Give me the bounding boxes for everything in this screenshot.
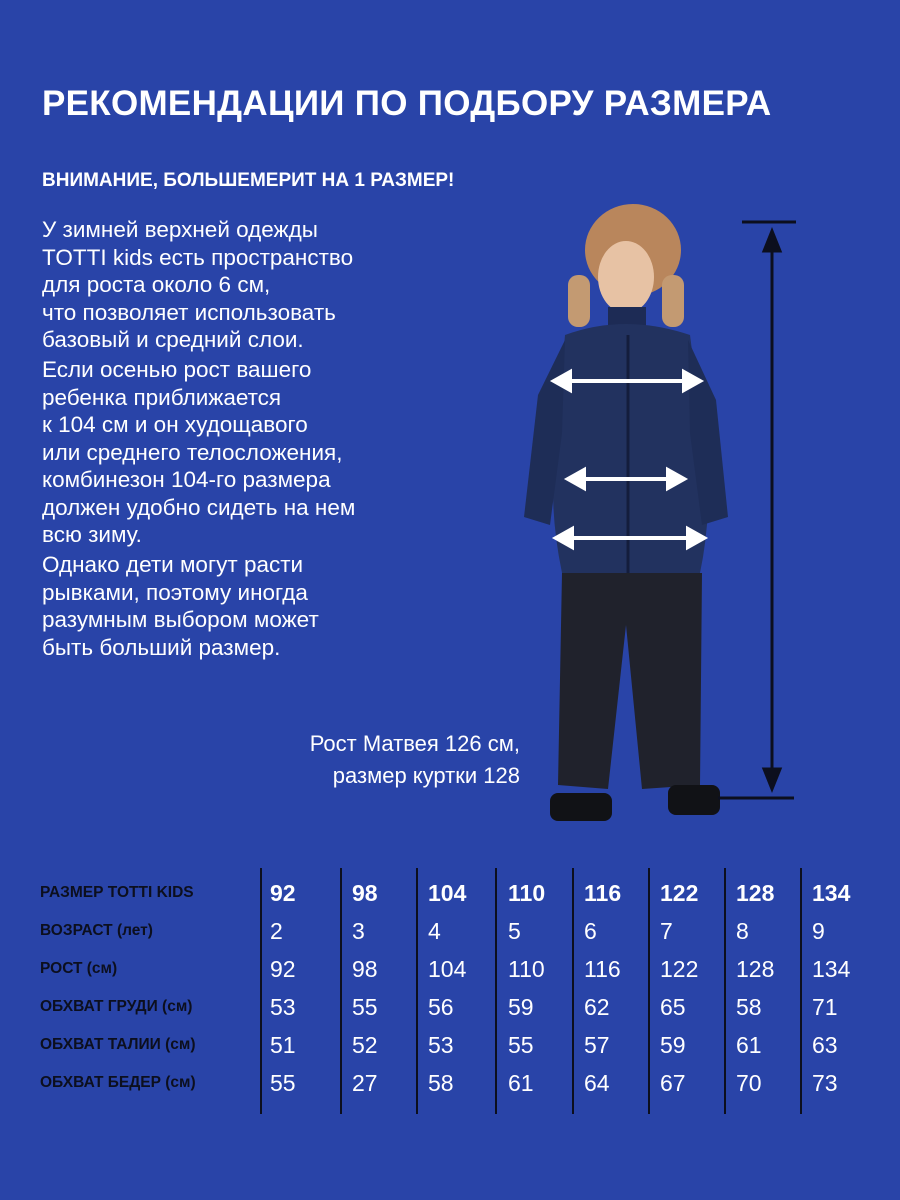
table-cell: 62 [584, 994, 610, 1020]
table-cell: 59 [660, 1032, 686, 1058]
table-cell: 57 [584, 1032, 610, 1058]
size-header-cell: 110 [508, 880, 546, 906]
table-cell: 59 [508, 994, 534, 1020]
paragraph-growth-space: У зимней верхней одежды TOTTI kids есть пространство для роста около 6 см, что позволяет использовать базовый и средний слои. [42, 217, 354, 352]
table-row-label: ОБХВАТ БЕДЕР (см) [40, 1074, 196, 1091]
jacket [553, 324, 708, 573]
boot-left [550, 793, 612, 821]
table-cell: 55 [270, 1070, 296, 1096]
table-row-label: ВОЗРАСТ (лет) [40, 922, 153, 939]
column-divider [340, 868, 342, 1114]
paragraph-autumn-height: Если осенью рост вашего ребенка приближается к 104 см и он худощавого или среднего телосложения, комбинезон 104-го размера должен удобно сидеть на нем всю зиму. [42, 357, 356, 547]
column-divider [572, 868, 574, 1114]
face [598, 241, 654, 313]
table-cell: 61 [736, 1032, 762, 1058]
table-cell: 4 [428, 918, 441, 944]
table-cell: 98 [352, 956, 378, 982]
size-header-cell: 92 [270, 880, 296, 906]
table-cell: 71 [812, 994, 838, 1020]
column-divider [724, 868, 726, 1114]
column-divider [648, 868, 650, 1114]
table-cell: 6 [584, 918, 597, 944]
hat-earflap-right [662, 275, 684, 327]
table-cell: 53 [270, 994, 296, 1020]
size-header-cell: 122 [660, 880, 699, 906]
column-divider [260, 868, 262, 1114]
table-cell: 56 [428, 994, 454, 1020]
table-row-label: РОСТ (см) [40, 960, 118, 977]
column-divider [495, 868, 497, 1114]
table-row-label: РАЗМЕР TOTTI KIDS [40, 884, 194, 901]
size-chart-table [0, 868, 900, 1118]
table-row-label: ОБХВАТ ГРУДИ (см) [40, 998, 193, 1015]
size-header-cell: 128 [736, 880, 775, 906]
model-caption: Рост Матвея 126 см, размер куртки 128 [309, 731, 520, 788]
table-cell: 116 [584, 956, 621, 982]
table-cell: 53 [428, 1032, 454, 1058]
table-cell: 67 [660, 1070, 686, 1096]
table-cell: 58 [736, 994, 762, 1020]
size-header-cell: 116 [584, 880, 622, 906]
table-row-label: ОБХВАТ ТАЛИИ (см) [40, 1036, 196, 1053]
table-cell: 134 [812, 956, 851, 982]
table-cell: 70 [736, 1070, 762, 1096]
table-cell: 63 [812, 1032, 838, 1058]
size-header-cell: 104 [428, 880, 467, 906]
table-cell: 5 [508, 918, 521, 944]
size-warning: ВНИМАНИЕ, БОЛЬШЕМЕРИТ НА 1 РАЗМЕР! [42, 170, 455, 191]
table-cell: 55 [508, 1032, 534, 1058]
table-cell: 65 [660, 994, 686, 1020]
table-cell: 2 [270, 918, 283, 944]
table-cell: 7 [660, 918, 673, 944]
table-cell: 61 [508, 1070, 534, 1096]
page-title: РЕКОМЕНДАЦИИ ПО ПОДБОРУ РАЗМЕРА [42, 84, 772, 123]
table-cell: 92 [270, 956, 296, 982]
table-cell: 104 [428, 956, 467, 982]
table-cell: 58 [428, 1070, 454, 1096]
model-figure [510, 195, 810, 845]
table-cell: 73 [812, 1070, 838, 1096]
paragraph-growth-spurts: Однако дети могут расти рывками, поэтому иногда разумным выбором может быть больший размер. [42, 552, 319, 660]
table-cell: 128 [736, 956, 775, 982]
size-header-cell: 134 [812, 880, 851, 906]
table-cell: 9 [812, 918, 825, 944]
column-divider [416, 868, 418, 1114]
table-cell: 55 [352, 994, 378, 1020]
child-model-illustration [510, 195, 810, 845]
boot-right [668, 785, 720, 815]
table-cell: 122 [660, 956, 699, 982]
table-cell: 51 [270, 1032, 296, 1058]
height-measure-arrow [718, 222, 796, 798]
table-cell: 64 [584, 1070, 610, 1096]
table-cell: 3 [352, 918, 365, 944]
table-cell: 52 [352, 1032, 378, 1058]
size-header-cell: 98 [352, 880, 378, 906]
hat-earflap-left [568, 275, 590, 327]
pants [558, 573, 702, 789]
column-divider [800, 868, 802, 1114]
table-cell: 110 [508, 956, 545, 982]
table-cell: 8 [736, 918, 749, 944]
table-cell: 27 [352, 1070, 378, 1096]
